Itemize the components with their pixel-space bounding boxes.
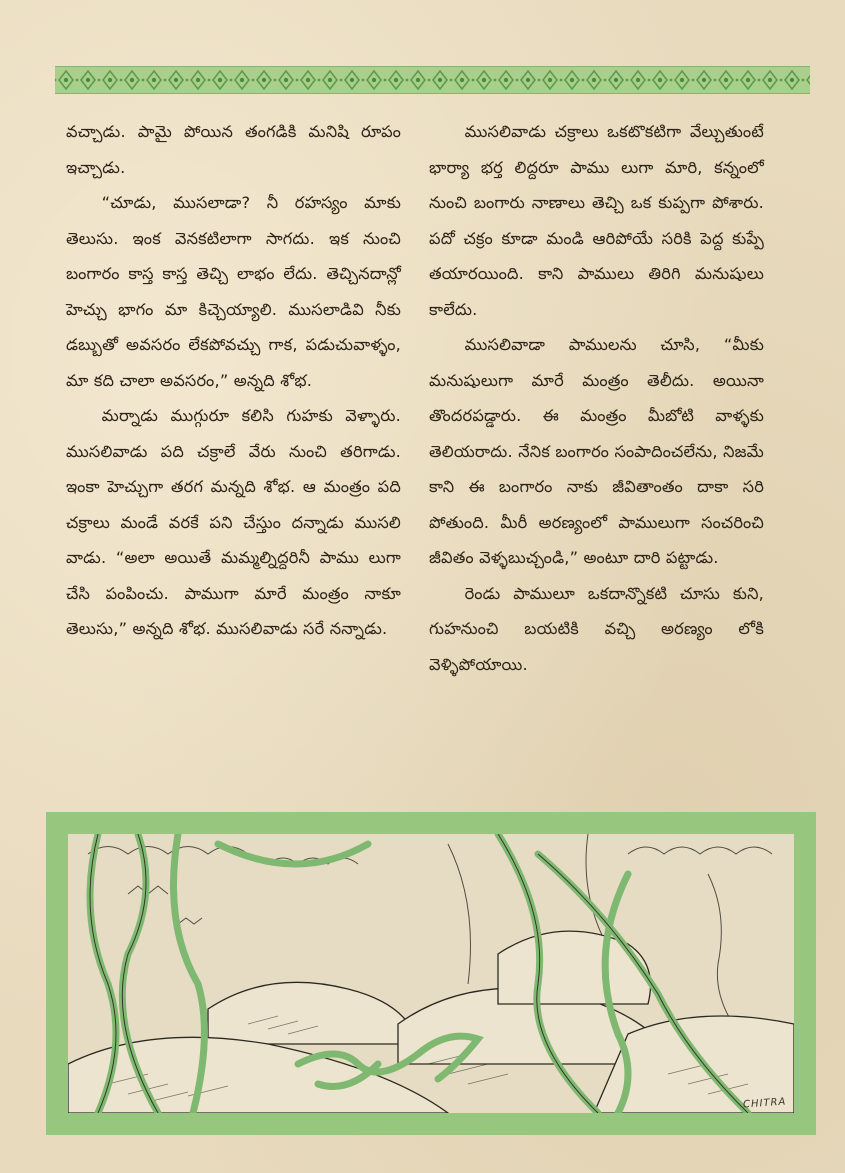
decorative-border bbox=[55, 66, 810, 94]
paragraph: ముసలివాడా పాములను చూసి, “మీకు మనుషులుగా మారే మంత్రం తెలీదు. అయినా తొందరపడ్డారు. ఈ మంత్రం మీబోటి వాళ్ళకు తెలియరాదు. నేనిక బంగారం సంపాదించలేను, నిజమే కాని ఈ బంగారం నాకు జీవితాంతం దాకా సరి పోతుంది. మీరీ అరణ్యంలో పాములుగా సంచరించి జీవితం వెళ్ళబుచ్చండి,” అంటూ దారి పట్టాడు. bbox=[429, 335, 764, 567]
illustration-frame bbox=[46, 812, 816, 1135]
artist-signature: CHITRA bbox=[742, 1096, 787, 1111]
paragraph: మర్నాడు ముగ్గురూ కలిసి గుహకు వెళ్ళారు. ముసలివాడు పది చక్రాలే వేరు నుంచి తరిగాడు. ఇంకా హెచ్చుగా తరగ మన్నది శోభ. ఆ మంత్రం పది చక్రాలు మండే వరకే పని చేస్తుం దన్నాడు ముసలి వాడు. “అలా అయితే మమ్మల్నిద్దరినీ పాము లుగా చేసి పంపించు. పాముగా మారే మంత్రం నాకూ తెలుసు,” అన్నది శోభ. ముసలివాడు సరే నన్నాడు. bbox=[66, 406, 401, 638]
text-column-left bbox=[66, 114, 401, 647]
forest-illustration bbox=[68, 834, 794, 1113]
jungle-scene bbox=[68, 834, 794, 1113]
paragraph: రెండు పాములూ ఒకదాన్నొకటి చూసు కుని, గుహనుంచి బయటికి వచ్చి అరణ్యం లోకి వెళ్ళిపోయాయి. bbox=[429, 583, 764, 674]
paragraph: “చూడు, ముసలాడా? నీ రహస్యం మాకు తెలుసు. ఇంక వెనకటిలాగా సాగదు. ఇక నుంచి బంగారం కాస్త కాస్త తెచ్చి లాభం లేదు. తెచ్చినదాన్లో హెచ్చు భాగం మా కిచ్చెయ్యాలి. ముసలాడివి నీకు డబ్బుతో అవసరం లేకపోవచ్చు గాక, పడుచువాళ్ళం, మా కది చాలా అవసరం,” అన్నది శోభ. bbox=[66, 193, 401, 390]
paragraph: ముసలివాడు చక్రాలు ఒకటొకటిగా వేల్చుతుంటే భార్యా భర్త లిద్దరూ పాము లుగా మారి, కన్నంలో నుంచి బంగారు నాణాలు తెచ్చి ఒక కుప్పగా పోశారు. పదో చక్రం కూడా మండి ఆరిపోయే సరికి పెద్ద కుప్పే తయారయింది. కాని పాములు తిరిగి మనుషులు కాలేదు. bbox=[429, 122, 764, 319]
ornament-pattern bbox=[55, 67, 810, 93]
paragraph: వచ్చాడు. పామై పోయిన తంగడికి మనిషి రూపం ఇచ్చాడు. bbox=[66, 122, 401, 177]
text-column-right bbox=[429, 114, 764, 682]
